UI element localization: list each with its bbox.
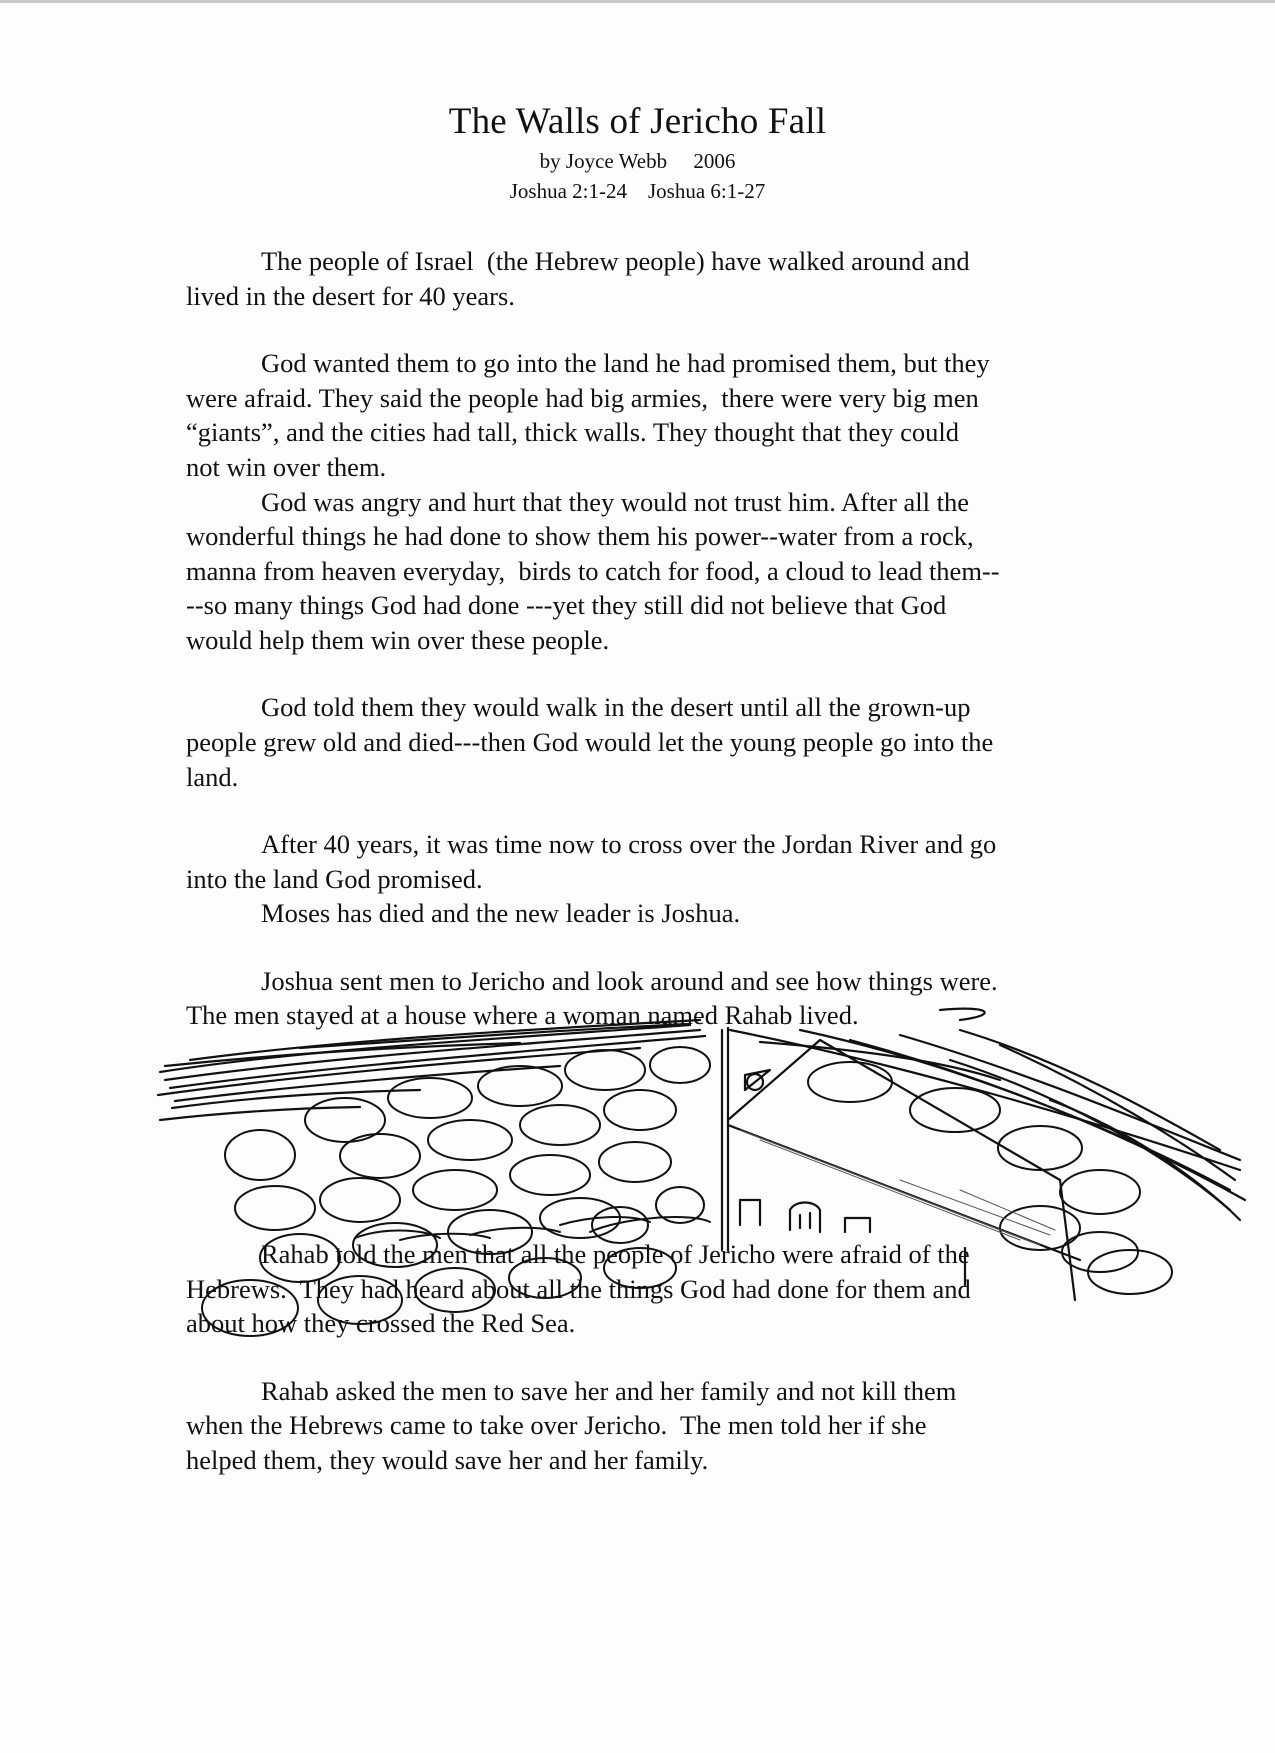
- paragraph-line: The men stayed at a house where a woman named Rahab lived.: [186, 1000, 859, 1030]
- house-shading: [740, 1130, 1055, 1245]
- paragraph-line: wonderful things he had done to show them his power--water from a rock,: [186, 521, 974, 551]
- paragraph-line: Rahab asked the men to save her and her family and not kill them: [261, 1376, 957, 1406]
- paragraph-line: were afraid. They said the people had big armies, there were very big men: [186, 383, 979, 413]
- paragraph-line: God wanted them to go into the land he had promised them, but they: [261, 348, 990, 378]
- document-title: The Walls of Jericho Fall: [448, 101, 827, 142]
- paragraph-line: people grew old and died---then God would let the young people go into the: [186, 727, 994, 757]
- paragraph-line: God told them they would walk in the desert until all the grown-up: [261, 692, 971, 722]
- paragraph-line: lived in the desert for 40 years.: [186, 281, 515, 311]
- paragraph-line: when the Hebrews came to take over Jericho. The men told her if she: [186, 1410, 927, 1440]
- paragraph-line: manna from heaven everyday, birds to catch for food, a cloud to lead them--: [186, 556, 1000, 586]
- scripture-references: Joshua 2:1-24 Joshua 6:1-27: [509, 179, 766, 203]
- paragraph-line: Rahab told the men that all the people of Jericho were afraid of the: [261, 1239, 970, 1269]
- paragraph-line: God was angry and hurt that they would not trust him. After all the: [261, 487, 970, 517]
- wall-bottom-stones: [355, 1217, 710, 1238]
- wall-right-scribble: [730, 1009, 1245, 1220]
- paragraph-line: Joshua sent men to Jericho and look around and see how things were.: [261, 966, 998, 996]
- paragraph-line: into the land God promised.: [186, 864, 483, 894]
- paragraph-line: After 40 years, it was time now to cross over the Jordan River and go: [261, 829, 997, 859]
- author-byline: by Joyce Webb 2006: [539, 149, 736, 173]
- paragraph-line: not win over them.: [186, 452, 387, 482]
- paragraph-line: “giants”, and the cities had tall, thick walls. They thought that they could: [186, 417, 959, 447]
- paragraph-line: about how they crossed the Red Sea.: [186, 1308, 576, 1338]
- paragraph-line: land.: [186, 762, 239, 792]
- paragraph-line: Moses has died and the new leader is Joshua.: [261, 898, 741, 928]
- paragraph-line: Hebrews. They had heard about all the things God had done for them and: [186, 1274, 971, 1304]
- paragraph-line: helped them, they would save her and her family.: [186, 1445, 709, 1475]
- paragraph-line: would help them win over these people.: [186, 625, 610, 655]
- paragraph-line: The people of Israel (the Hebrew people) have walked around and: [261, 246, 970, 276]
- scan-edge: [0, 0, 1275, 3]
- paragraph-line: --so many things God had done ---yet they still did not believe that God: [186, 590, 947, 620]
- wall-top-scribble: [158, 1020, 705, 1120]
